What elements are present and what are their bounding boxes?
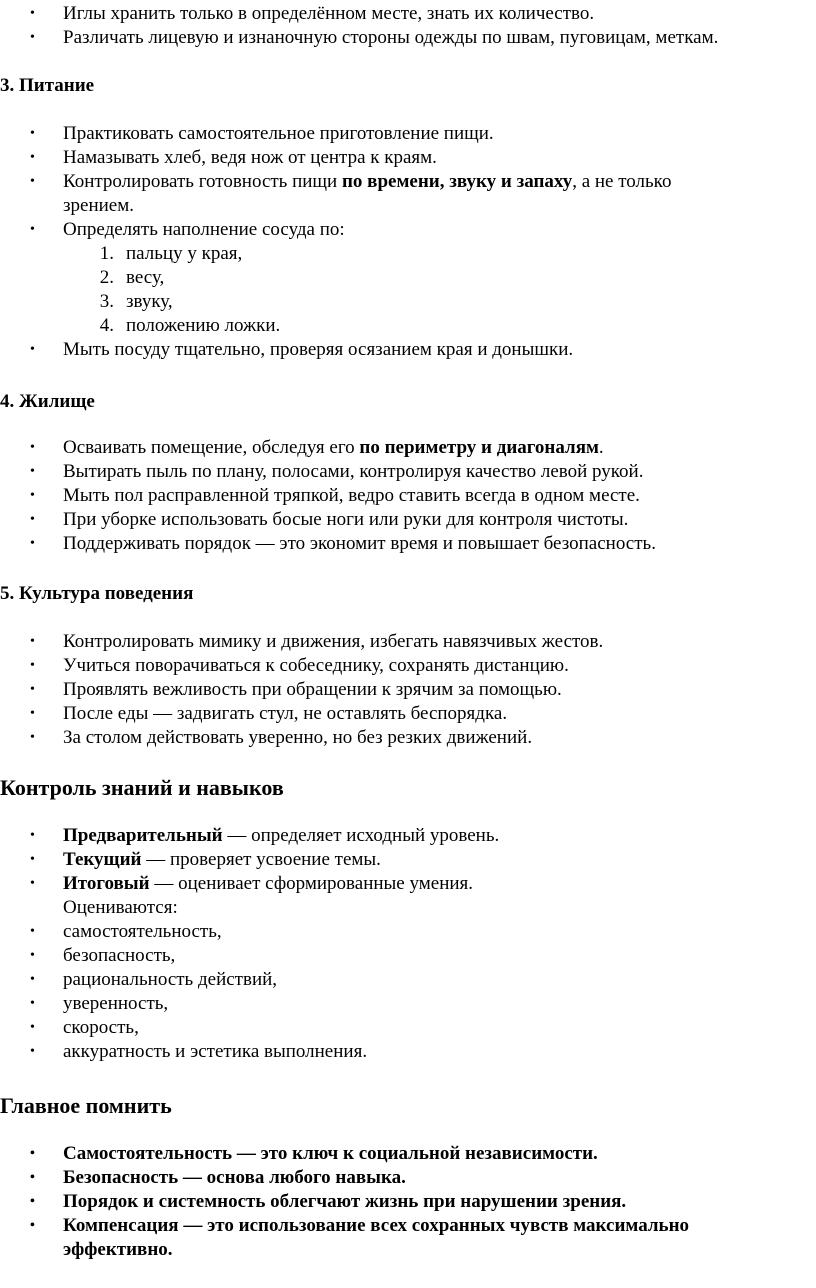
list-item: За столом действовать уверенно, но без резких движений. (63, 727, 533, 748)
list-item: Иглы хранить только в определённом месте, знать их количество. (63, 3, 595, 24)
list-item: уверенность, (63, 993, 169, 1014)
bullet: • (30, 634, 35, 649)
list-item: При уборке использовать босые ноги или руки для контроля чистоты. (63, 509, 629, 530)
bullet: • (30, 126, 35, 141)
list-number: 2. (99, 267, 114, 288)
list-item: Контролировать готовность пищи по времени, звуку и запаху, а не только (63, 171, 672, 192)
bullet: • (30, 972, 35, 987)
bullet: • (30, 996, 35, 1011)
list-item: Предварительный — определяет исходный уровень. (63, 825, 500, 846)
list-item: рациональность действий, (63, 969, 278, 990)
bullet: • (30, 828, 35, 843)
bullet: • (30, 876, 35, 891)
list-item-continuation: эффективно. (63, 1239, 173, 1260)
list-item: Определять наполнение сосуда по: (63, 219, 345, 240)
bullet: • (30, 948, 35, 963)
bullet: • (30, 924, 35, 939)
bullet: • (30, 1044, 35, 1059)
list-item: Самостоятельность — это ключ к социальной независимости. (63, 1143, 598, 1164)
list-item: Мыть пол расправленной тряпкой, ведро ставить всегда в одном месте. (63, 485, 640, 506)
bullet: • (30, 222, 35, 237)
bullet: • (30, 1146, 35, 1161)
list-item-continuation: Оцениваются: (63, 897, 178, 918)
list-item: Практиковать самостоятельное приготовление пищи. (63, 123, 494, 144)
list-number: 1. (99, 243, 114, 264)
bullet: • (30, 512, 35, 527)
bullet: • (30, 174, 35, 189)
bullet: • (30, 730, 35, 745)
list-item: Осваивать помещение, обследуя его по периметру и диагоналям. (63, 437, 604, 458)
bullet: • (30, 6, 35, 21)
list-number: 3. (99, 291, 114, 312)
list-item-continuation: зрением. (63, 195, 134, 216)
section-heading-food: 3. Питание (0, 75, 95, 96)
list-item: Поддерживать порядок — это экономит время и повышает безопасность. (63, 533, 656, 554)
section-heading-culture: 5. Культура поведения (0, 583, 194, 604)
list-item: звуку, (126, 291, 173, 312)
list-item: скорость, (63, 1017, 139, 1038)
bullet: • (30, 464, 35, 479)
bullet: • (30, 852, 35, 867)
list-item: Вытирать пыль по плану, полосами, контролируя качество левой рукой. (63, 461, 644, 482)
bullet: • (30, 1194, 35, 1209)
list-number: 4. (99, 315, 114, 336)
list-item: безопасность, (63, 945, 176, 966)
bullet: • (30, 536, 35, 551)
bullet: • (30, 1170, 35, 1185)
bullet: • (30, 1218, 35, 1233)
section-heading-remember: Главное помнить (0, 1093, 172, 1118)
list-item: Учиться поворачиваться к собеседнику, сохранять дистанцию. (63, 655, 569, 676)
bullet: • (30, 150, 35, 165)
list-item: После еды — задвигать стул, не оставлять беспорядка. (63, 703, 508, 724)
bullet: • (30, 488, 35, 503)
list-item: Различать лицевую и изнаночную стороны одежды по швам, пуговицам, меткам. (63, 27, 719, 48)
bullet: • (30, 706, 35, 721)
list-item: Намазывать хлеб, ведя нож от центра к краям. (63, 147, 437, 168)
bullet: • (30, 682, 35, 697)
section-heading-home: 4. Жилище (0, 391, 95, 412)
list-item: Итоговый — оценивает сформированные умения. (63, 873, 474, 894)
list-item: положению ложки. (126, 315, 281, 336)
list-item: Проявлять вежливость при обращении к зрячим за помощью. (63, 679, 562, 700)
list-item: пальцу у края, (126, 243, 243, 264)
bullet: • (30, 342, 35, 357)
list-item: Контролировать мимику и движения, избегать навязчивых жестов. (63, 631, 604, 652)
bullet: • (30, 1020, 35, 1035)
list-item: Текущий — проверяет усвоение темы. (63, 849, 381, 870)
list-item: весу, (126, 267, 165, 288)
list-item: самостоятельность, (63, 921, 222, 942)
list-item: Безопасность — основа любого навыка. (63, 1167, 406, 1188)
list-item: Мыть посуду тщательно, проверяя осязанием края и донышки. (63, 339, 574, 360)
list-item: Порядок и системность облегчают жизнь при нарушении зрения. (63, 1191, 627, 1212)
bullet: • (30, 440, 35, 455)
list-item: аккуратность и эстетика выполнения. (63, 1041, 368, 1062)
bullet: • (30, 658, 35, 673)
bullet: • (30, 30, 35, 45)
list-item: Компенсация — это использование всех сохранных чувств максимально (63, 1215, 690, 1236)
section-heading-control: Контроль знаний и навыков (0, 775, 284, 800)
